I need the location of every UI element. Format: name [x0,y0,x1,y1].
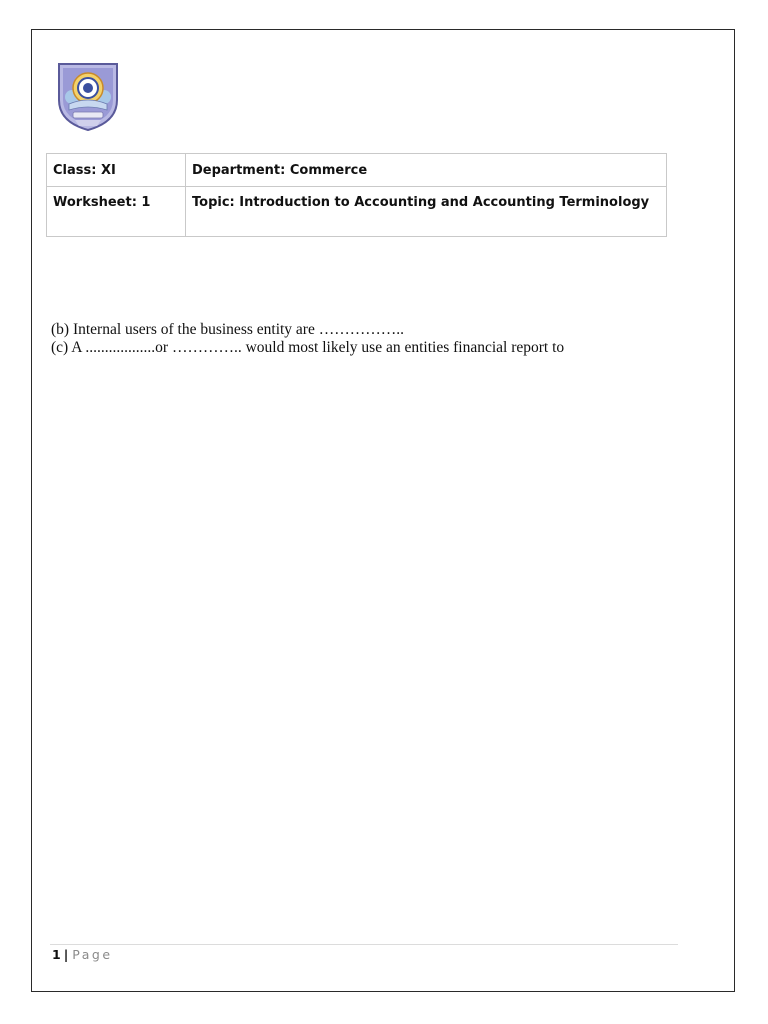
topic-cell: Topic: Introduction to Accounting and Accounting Terminology [186,187,667,237]
header-row-worksheet [47,187,667,237]
footer-divider [50,944,678,945]
worksheet-cell: Worksheet: 1 [47,187,186,237]
question-b: (b) Internal users of the business entity are …………….. [51,321,404,338]
school-crest-icon [53,60,123,132]
document-page [31,29,735,992]
question-list [51,321,711,357]
page-footer [52,947,113,963]
footer-separator: | [63,947,69,962]
page-label: Page [72,947,113,962]
header-row-class [47,154,667,187]
page-number: 1 [52,947,61,962]
department-cell: Department: Commerce [186,154,667,187]
class-cell: Class: XI [47,154,186,187]
question-c: (c) A ..................or ………….. would most likely use an entities financial report to [51,339,565,356]
worksheet-header-table [46,153,667,237]
